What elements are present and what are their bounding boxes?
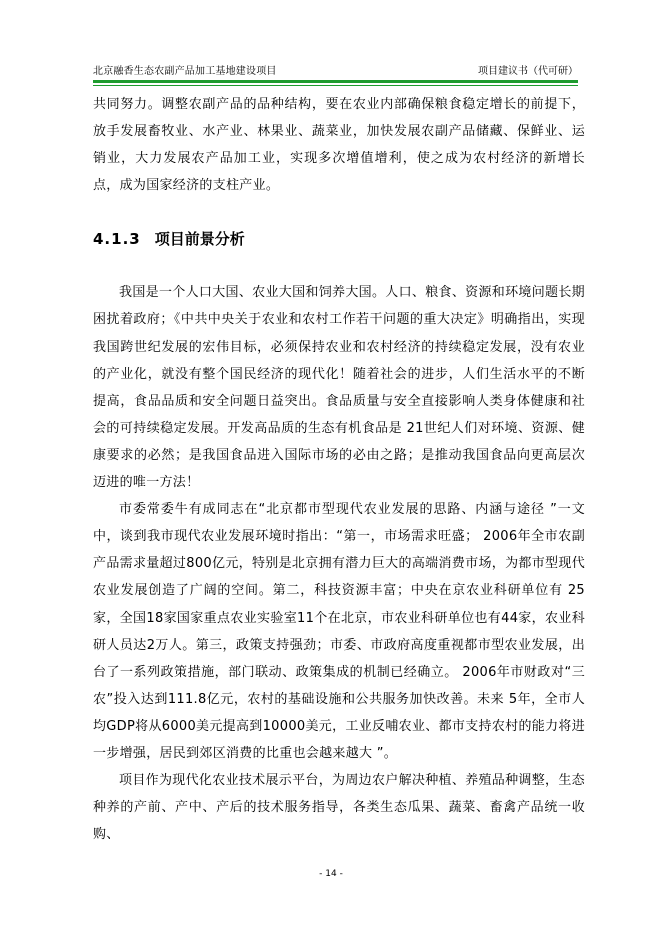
paragraph: 市委常委牛有成同志在“北京都市型现代农业发展的思路、内涵与途径 ”一文中，谈到我市现代农业发展环境时指出：“第一，市场需求旺盛； 2006年全市农副产品需求量超过800亿元，特别是北京拥有潜力巨大的高端消费市场，为都市型现代农业发展创造了广阔的空间。第二，科技资源丰富；中央在京农业科研单位有 25家，全国18家国家重点农业实验室11个在北京，市农业科研单位也有44家，农业科研人员达2万人。第三，政策支持强劲；市委、市政府高度重视都市型农业发展，出台了一系列政策措施，部门联动、政策集成的机制已经确立。 2006年市财政对“三农”投入达到111.8亿元，农村的基础设施和公共服务加快改善。未来 5年，全市人均GDP将从6000美元提高到10000美元，工业反哺农业、都市支持农村的能力将进一步增强，居民到郊区消费的比重也会越来越大 ”。 [93, 502, 585, 761]
section-heading [93, 209, 585, 269]
paragraph-continued: 共同努力。调整农副产品的品种结构，要在农业内部确保粮食稳定增长的前提下，放手发展畜牧业、水产业、林果业、蔬菜业，加快发展农副产品储藏、保鲜业、运销业，大力发展农产品加工业，实现多次增值增利，使之成为农村经济的新增长点，成为国家经济的支柱产业。 [93, 97, 585, 194]
header-rule-thick [93, 80, 578, 83]
section-number: 4.1.3 [93, 230, 141, 249]
section-title: 项目前景分析 [154, 230, 245, 249]
page-header [93, 60, 578, 78]
paragraph: 项目作为现代化农业技术展示平台，为周边农户解决种植、养殖品种调整，生态种养的产前、产中、产后的技术服务指导，各类生态瓜果、蔬菜、畜禽产品统一收购、 [93, 773, 585, 843]
page-number: - 14 - [319, 869, 343, 879]
page-body [93, 91, 585, 848]
header-rule-thin [93, 85, 578, 86]
header-project-title: 北京融香生态农副产品加工基地建设项目 [93, 66, 277, 77]
paragraph: 我国是一个人口大国、农业大国和饲养大国。人口、粮食、资源和环境问题长期困扰着政府；《中共中央关于农业和农村工作若干问题的重大决定》明确指出，实现我国跨世纪发展的宏伟目标，必须保持农业和农村经济的持续稳定发展，没有农业的产业化，就没有整个国民经济的现代化！随着社会的进步，人们生活水平的不断提高，食品品质和安全问题日益突出。食品质量与安全直接影响人类身体健康和社会的可持续稳定发展。开发高品质的生态有机食品是 21世纪人们对环境、资源、健康要求的必然；是我国食品进入国际市场的必由之路；是推动我国食品向更高层次迈进的唯一方法！ [93, 285, 585, 491]
header-document-type: 项目建议书（代可研） [478, 66, 578, 77]
